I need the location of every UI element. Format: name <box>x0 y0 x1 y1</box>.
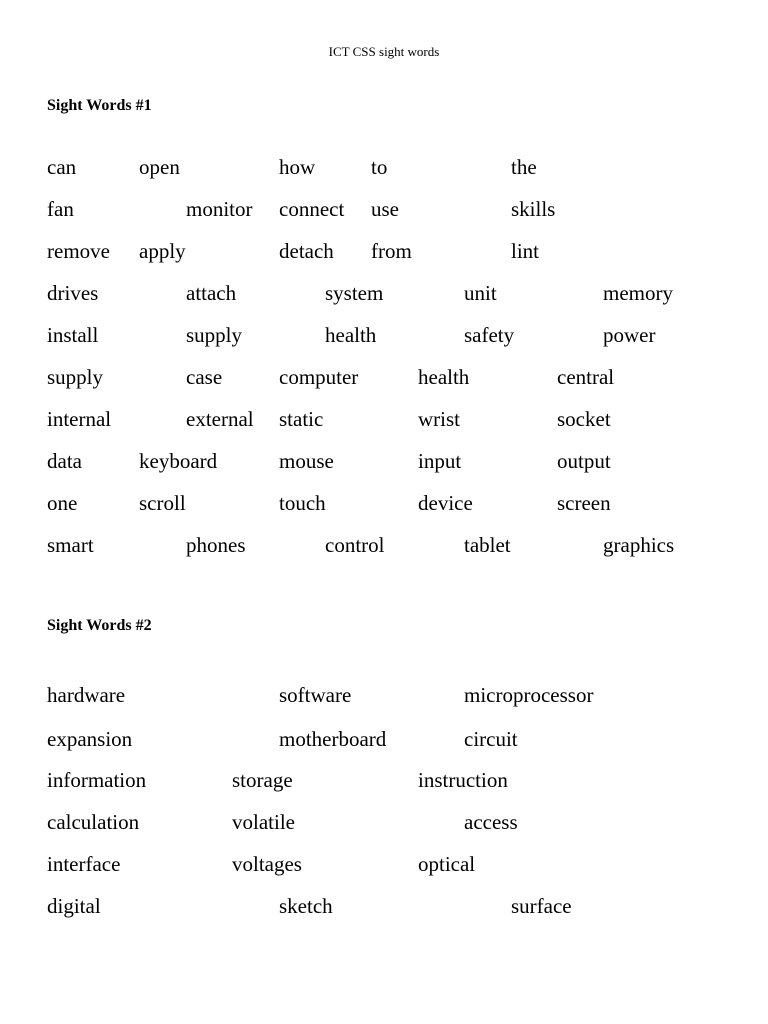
sight-word: supply <box>47 365 104 389</box>
sight-word: can <box>47 155 77 179</box>
sight-word: safety <box>464 323 515 347</box>
sight-word: instruction <box>418 768 508 792</box>
page-header: ICT CSS sight words <box>328 44 440 59</box>
sight-word: apply <box>139 239 186 263</box>
sight-word: device <box>418 491 473 515</box>
section-title-sight-words-2: Sight Words #2 <box>47 617 152 634</box>
section-title-sight-words-1: Sight Words #1 <box>47 97 152 114</box>
sight-word: phones <box>186 533 246 557</box>
sight-word: motherboard <box>279 727 387 751</box>
sight-word: graphics <box>603 533 675 557</box>
sight-word: wrist <box>418 407 460 431</box>
sight-word: detach <box>279 239 334 263</box>
sight-word: digital <box>47 894 101 918</box>
sight-word: mouse <box>279 449 334 473</box>
sight-word: input <box>418 449 462 473</box>
sight-word: health <box>325 323 377 347</box>
sight-word: surface <box>511 894 572 918</box>
sight-word: from <box>371 239 412 263</box>
sight-word: power <box>603 323 656 347</box>
sight-word: one <box>47 491 78 515</box>
sight-word: access <box>464 810 518 834</box>
sight-word: software <box>279 683 352 707</box>
sight-word: central <box>557 365 615 389</box>
sight-word: information <box>47 768 147 792</box>
sight-word: screen <box>557 491 611 515</box>
sight-word: open <box>139 155 180 179</box>
sight-word: health <box>418 365 470 389</box>
sight-word: voltages <box>232 852 302 876</box>
sight-word: optical <box>418 852 476 876</box>
sight-word: sketch <box>279 894 333 918</box>
sight-word: control <box>325 533 385 557</box>
sight-word: unit <box>464 281 497 305</box>
sight-word: microprocessor <box>464 683 594 707</box>
sight-word: keyboard <box>139 449 218 473</box>
sight-word: smart <box>47 533 94 557</box>
sight-word: memory <box>603 281 673 305</box>
sight-word: lint <box>511 239 540 263</box>
sight-word: storage <box>232 768 293 792</box>
sight-word: tablet <box>464 533 511 557</box>
sight-word: remove <box>47 239 110 263</box>
sight-word: to <box>371 155 388 179</box>
sight-word: install <box>47 323 99 347</box>
sight-word: the <box>511 155 537 179</box>
sight-word: case <box>186 365 223 389</box>
sight-word: calculation <box>47 810 140 834</box>
sight-word: socket <box>557 407 611 431</box>
sight-word: how <box>279 155 316 179</box>
sight-word: skills <box>511 197 556 221</box>
sight-word: use <box>371 197 399 221</box>
sight-word: supply <box>186 323 243 347</box>
sight-word: interface <box>47 852 121 876</box>
sight-word: attach <box>186 281 237 305</box>
sight-word: data <box>47 449 82 473</box>
sight-word: fan <box>47 197 74 221</box>
sight-word: system <box>325 281 384 305</box>
sight-word: internal <box>47 407 112 431</box>
sight-word: scroll <box>139 491 186 515</box>
sight-word: hardware <box>47 683 126 707</box>
sight-word: expansion <box>47 727 133 751</box>
sight-word: circuit <box>464 727 518 751</box>
sight-word: volatile <box>232 810 295 834</box>
sight-word: static <box>279 407 324 431</box>
sight-word: drives <box>47 281 99 305</box>
sight-word: touch <box>279 491 326 515</box>
sight-word: monitor <box>186 197 253 221</box>
sight-word: computer <box>279 365 359 389</box>
sight-word: connect <box>279 197 345 221</box>
sight-word: external <box>186 407 254 431</box>
sight-word: output <box>557 449 611 473</box>
